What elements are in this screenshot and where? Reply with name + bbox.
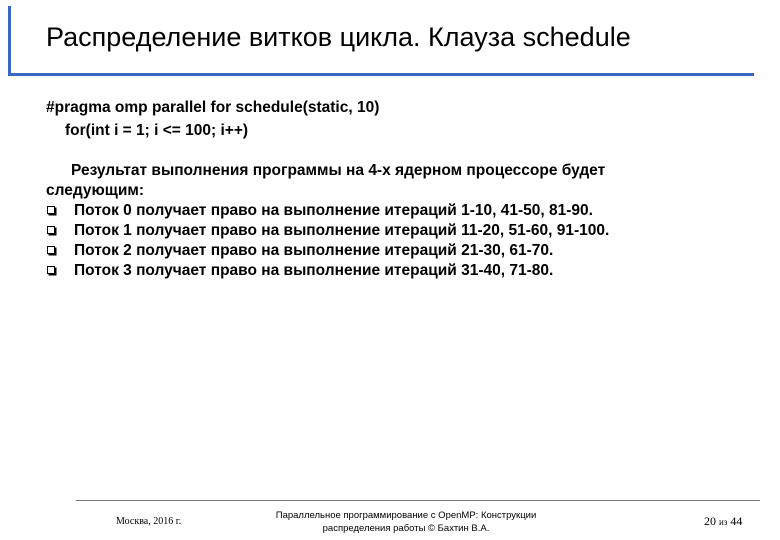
title-accent-bar-bottom [8, 73, 754, 76]
square-bullet-icon [47, 246, 55, 254]
bullet-text: Поток 3 получает право на выполнение итераций 31-40, 71-80. [74, 262, 554, 279]
bullet-item-thread-0 [46, 201, 746, 221]
footer-course-title [248, 509, 564, 535]
bullet-list [46, 201, 746, 281]
footer-course-title-line-1: Параллельное программирование с OpenMP: Конструкции [275, 510, 537, 521]
bullet-text: Поток 2 получает право на выполнение итераций 21-30, 61-70. [74, 242, 554, 259]
bullet-item-thread-2 [46, 241, 746, 261]
square-bullet-icon [47, 226, 55, 234]
square-bullet-icon [47, 206, 55, 214]
bullet-item-thread-1 [46, 221, 746, 241]
page-current: 20 [704, 514, 716, 528]
page-of-label: из [719, 517, 728, 527]
bullet-text: Поток 0 получает право на выполнение итераций 1-10, 41-50, 81-90. [74, 202, 593, 219]
bullet-text: Поток 1 получает право на выполнение итераций 11-20, 51-60, 91-100. [74, 222, 610, 239]
page-number [704, 514, 742, 529]
code-line-for: for(int i = 1; i <= 100; i++) [65, 122, 249, 139]
bullet-item-thread-3 [46, 261, 746, 281]
footer-course-title-line-2: распределения работы © Бахтин В.А. [322, 523, 490, 534]
code-block [46, 96, 379, 142]
title-accent-bar-left [8, 6, 11, 76]
footer-divider [76, 500, 760, 501]
code-line-pragma: #pragma omp parallel for schedule(static, 10) [46, 99, 380, 116]
square-bullet-icon [47, 266, 55, 274]
slide-body [46, 161, 746, 281]
footer-location-date: Москва, 2016 г. [116, 516, 182, 527]
slide-title: Распределение витков цикла. Клауза schedule [46, 22, 631, 52]
intro-line-1: Результат выполнения программы на 4-х ядерном процессоре будет [71, 162, 606, 179]
page-total: 44 [730, 514, 743, 528]
intro-line-2: следующим: [46, 182, 145, 199]
